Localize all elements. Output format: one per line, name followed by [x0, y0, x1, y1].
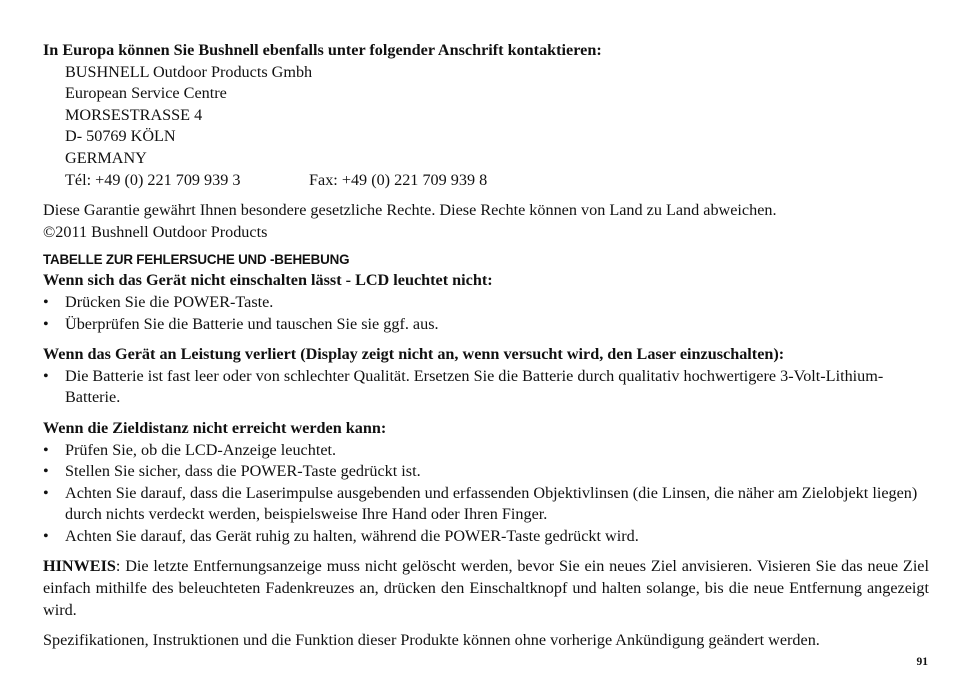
- telephone-number: Tél: +49 (0) 221 709 939 3: [65, 170, 241, 189]
- list-item-text: Überprüfen Sie die Batterie und tauschen Sie sie ggf. aus.: [65, 314, 439, 333]
- list-item: [43, 292, 929, 314]
- bullet-icon: •: [43, 440, 49, 459]
- troubleshooting-section: [43, 270, 929, 335]
- page-number: 91: [916, 656, 928, 668]
- note-text: : Die letzte Entfernungsanzeige muss nicht gelöscht werden, bevor Sie ein neues Ziel anvisieren. Visieren Sie das neue Ziel einfach mithilfe des beleuchteten Fadenkreuzes an, drücken den Einschaltknopf und halten solange, bis die neue Entfernung angezeigt wird.: [43, 557, 929, 619]
- phone-line: [65, 170, 929, 192]
- contact-intro: In Europa können Sie Bushnell ebenfalls unter folgender Anschrift kontaktieren:: [43, 41, 602, 59]
- address-line: D- 50769 KÖLN: [65, 127, 176, 146]
- bullet-icon: •: [43, 526, 49, 545]
- section-title: Wenn das Gerät an Leistung verliert (Display zeigt nicht an, wenn versucht wird, den Laser einzuschalten):: [43, 345, 785, 364]
- list-item: [43, 461, 929, 483]
- copyright-text: ©2011 Bushnell Outdoor Products: [43, 222, 268, 241]
- list-item-text: Stellen Sie sicher, dass die POWER-Taste gedrückt ist.: [65, 462, 421, 481]
- disclaimer-text: Spezifikationen, Instruktionen und die Funktion dieser Produkte können ohne vorherige Ankündigung geändert werden.: [43, 631, 820, 650]
- bullet-list: [43, 440, 929, 548]
- list-item: [43, 526, 929, 548]
- document-page: [43, 40, 929, 652]
- bullet-icon: •: [43, 314, 49, 333]
- list-item: [43, 440, 929, 462]
- list-item: [43, 314, 929, 336]
- bullet-icon: •: [43, 483, 49, 502]
- address-line: GERMANY: [65, 148, 147, 167]
- address-line: MORSESTRASSE 4: [65, 105, 203, 124]
- fax-number: Fax: +49 (0) 221 709 939 8: [309, 170, 488, 189]
- note-paragraph: [43, 556, 929, 621]
- list-item-text: Achten Sie darauf, dass die Laserimpulse ausgebenden und erfassenden Objektivlinsen (die Linsen, die näher am Zielobjekt liegen) durch nichts verdeckt werden, beispielsweise Ihre Hand oder Ihren Finger.: [65, 483, 918, 524]
- troubleshooting-section: [43, 418, 929, 548]
- bullet-list: [43, 292, 929, 335]
- section-title: Wenn sich das Gerät nicht einschalten lässt - LCD leuchtet nicht:: [43, 271, 493, 290]
- address-line: BUSHNELL Outdoor Products Gmbh: [65, 62, 313, 81]
- address-block: [43, 62, 929, 192]
- list-item: [43, 366, 929, 409]
- troubleshooting-heading: TABELLE ZUR FEHLERSUCHE UND -BEHEBUNG: [43, 252, 350, 268]
- warranty-text: Diese Garantie gewährt Ihnen besondere gesetzliche Rechte. Diese Rechte können von Land zu Land abweichen.: [43, 201, 777, 220]
- section-title: Wenn die Zieldistanz nicht erreicht werden kann:: [43, 418, 387, 437]
- bullet-list: [43, 366, 929, 409]
- list-item-text: Achten Sie darauf, das Gerät ruhig zu halten, während die POWER-Taste gedrückt wird.: [65, 526, 639, 545]
- list-item-text: Drücken Sie die POWER-Taste.: [65, 292, 274, 311]
- address-line: European Service Centre: [65, 84, 227, 103]
- list-item-text: Die Batterie ist fast leer oder von schlechter Qualität. Ersetzen Sie die Batterie durch qualitativ hochwertigere 3-Volt-Lithium-Batterie.: [65, 366, 884, 407]
- note-label: HINWEIS: [43, 557, 116, 576]
- list-item-text: Prüfen Sie, ob die LCD-Anzeige leuchtet.: [65, 440, 337, 459]
- bullet-icon: •: [43, 292, 49, 311]
- bullet-icon: •: [43, 462, 49, 481]
- bullet-icon: •: [43, 366, 49, 385]
- troubleshooting-section: [43, 344, 929, 409]
- list-item: [43, 483, 929, 526]
